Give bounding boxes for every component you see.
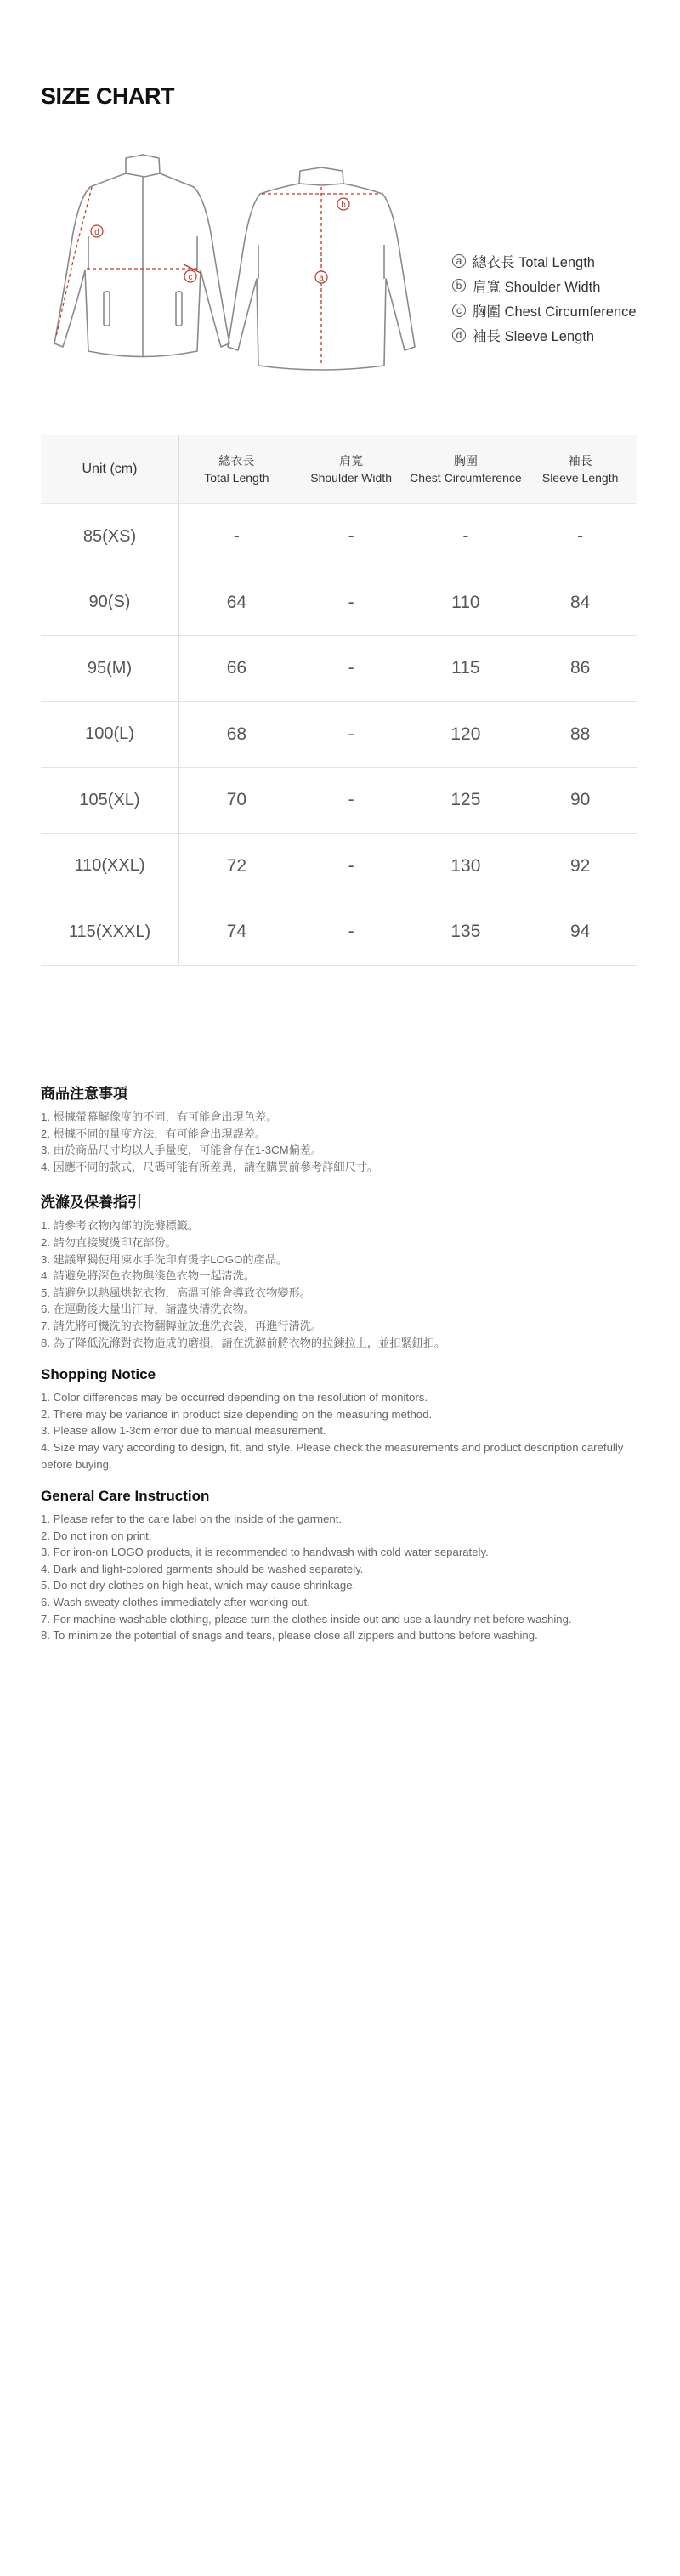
legend-label: 總衣長 Total Length bbox=[473, 254, 595, 270]
table-cell: 70 bbox=[226, 790, 247, 810]
note-line: 4. 請避免將深色衣物與淺色衣物一起清洗。 bbox=[41, 1269, 256, 1283]
note-line: 8. To minimize the potential of snags and tears, please close all zippers and buttons before washing. bbox=[41, 1629, 538, 1643]
size-table-header bbox=[41, 435, 638, 504]
table-cell: 74 bbox=[226, 922, 247, 942]
table-cell: - bbox=[348, 723, 354, 744]
notes-section-general-care bbox=[41, 1488, 644, 1644]
note-line: 6. Wash sweaty clothes immediately after working out. bbox=[41, 1596, 310, 1609]
size-cell: 95(M) bbox=[41, 636, 179, 701]
marker-c-label: c bbox=[188, 273, 193, 282]
page-title: SIZE CHART bbox=[41, 83, 174, 109]
note-line: 6. 在運動後大量出汗時，請盡快清洗衣物。 bbox=[41, 1302, 256, 1316]
column-header-shoulder-width bbox=[294, 435, 409, 503]
table-row bbox=[41, 504, 638, 570]
table-cell: - bbox=[233, 526, 240, 547]
table-cell: - bbox=[348, 526, 354, 547]
table-cell: 130 bbox=[450, 855, 481, 876]
column-header-zh: 肩寬 bbox=[339, 454, 364, 468]
front-jacket bbox=[54, 155, 230, 357]
column-header-en: Chest Circumference bbox=[410, 471, 522, 485]
note-line: 1. Please refer to the care label on the inside of the garment. bbox=[41, 1512, 343, 1526]
notes-area bbox=[41, 1081, 644, 1660]
legend-item-shoulder-width bbox=[452, 273, 637, 298]
note-line: 4. Dark and light-colored garments should be washed separately. bbox=[41, 1562, 364, 1575]
note-line: 2. There may be variance in product size depending on the measuring method. bbox=[41, 1407, 433, 1421]
table-cell: - bbox=[348, 658, 354, 678]
notes-section-product-notice bbox=[41, 1081, 644, 1175]
table-cell: - bbox=[577, 526, 584, 547]
size-cell: 110(XXL) bbox=[41, 834, 179, 899]
table-row bbox=[41, 702, 638, 769]
column-header-zh: 總衣長 bbox=[218, 454, 255, 468]
legend-item-sleeve-length bbox=[452, 322, 637, 347]
column-header-zh: 袖長 bbox=[568, 454, 592, 468]
column-header-zh: 胸圍 bbox=[453, 454, 478, 468]
legend-badge: a bbox=[452, 254, 466, 268]
size-cell: 115(XXXL) bbox=[41, 899, 179, 965]
table-cell: 72 bbox=[226, 855, 247, 876]
size-cell: 90(S) bbox=[41, 570, 179, 636]
size-cell: 100(L) bbox=[41, 702, 179, 768]
table-cell: 125 bbox=[450, 790, 481, 810]
note-line: 7. 請先將可機洗的衣物翻轉並放進洗衣袋，再進行清洗。 bbox=[41, 1319, 323, 1332]
note-line: 4. Size may vary according to design, fit, and style. Please check the measurements and product description carefully before buying. bbox=[41, 1440, 624, 1471]
notes-section-washing-care bbox=[41, 1190, 644, 1351]
note-line: 1. Color differences may be occurred depending on the resolution of monitors. bbox=[41, 1391, 428, 1404]
table-cell: - bbox=[348, 592, 354, 612]
table-cell: 88 bbox=[570, 723, 591, 744]
note-line: 1. 根據螢幕解像度的不同，有可能會出現色差。 bbox=[41, 1110, 278, 1123]
section-heading: 商品注意事項 bbox=[41, 1086, 128, 1102]
table-cell: - bbox=[462, 526, 469, 547]
marker-a bbox=[315, 271, 327, 283]
table-cell: - bbox=[348, 922, 354, 942]
note-line: 7. For machine-washable clothing, please turn the clothes inside out and use a laundry net before washing. bbox=[41, 1612, 572, 1626]
table-cell: 68 bbox=[226, 723, 247, 744]
marker-d-label: d bbox=[94, 228, 99, 237]
table-cell: 110 bbox=[451, 592, 480, 612]
section-heading: General Care Instruction bbox=[41, 1488, 210, 1505]
marker-d bbox=[91, 225, 103, 237]
note-line: 5. Do not dry clothes on high heat, which may cause shrinkage. bbox=[41, 1579, 356, 1592]
table-cell: 86 bbox=[570, 658, 591, 678]
note-line: 3. Please allow 1-3cm error due to manual measurement. bbox=[41, 1424, 326, 1438]
table-row bbox=[41, 570, 638, 637]
note-line: 2. Do not iron on print. bbox=[41, 1529, 152, 1542]
table-cell: 94 bbox=[570, 922, 591, 942]
legend-badge: b bbox=[452, 279, 466, 292]
table-row bbox=[41, 834, 638, 900]
table-row bbox=[41, 899, 638, 966]
section-heading: Shopping Notice bbox=[41, 1366, 156, 1383]
note-line: 1. 請參考衣物內部的洗滌標籤。 bbox=[41, 1219, 200, 1233]
column-header-en: Shoulder Width bbox=[310, 471, 392, 485]
size-cell: 85(XS) bbox=[41, 504, 179, 570]
legend-label: 袖長 Sleeve Length bbox=[473, 328, 595, 344]
section-heading: 洗滌及保養指引 bbox=[41, 1194, 142, 1211]
column-header-chest-circumference bbox=[409, 435, 524, 503]
legend-badge: d bbox=[452, 328, 466, 342]
note-line: 8. 為了降低洗滌對衣物造成的磨損，請在洗滌前將衣物的拉鍊拉上，並扣緊鈕扣。 bbox=[41, 1336, 446, 1349]
table-cell: 84 bbox=[570, 592, 591, 612]
table-cell: 120 bbox=[450, 723, 481, 744]
table-cell: - bbox=[348, 790, 354, 810]
table-cell: - bbox=[348, 855, 354, 876]
table-row bbox=[41, 636, 638, 702]
table-cell: 64 bbox=[226, 592, 247, 612]
legend-item-chest-circumference bbox=[452, 298, 637, 322]
table-cell: 66 bbox=[226, 658, 247, 678]
table-cell: 115 bbox=[451, 658, 480, 678]
size-table bbox=[41, 435, 638, 966]
note-line: 5. 請避免以熱風烘乾衣物，高溫可能會導致衣物變形。 bbox=[41, 1285, 311, 1299]
legend-badge: c bbox=[452, 304, 466, 317]
column-header-en: Total Length bbox=[204, 471, 269, 485]
front-measure-lines bbox=[56, 187, 201, 337]
note-line: 3. For iron-on LOGO products, it is recommended to handwash with cold water separately. bbox=[41, 1546, 489, 1559]
notes-section-shopping-notice bbox=[41, 1366, 644, 1472]
marker-a-label: a bbox=[319, 274, 324, 283]
note-line: 2. 請勿直接熨燙印花部份。 bbox=[41, 1235, 177, 1249]
legend-label: 肩寬 Shoulder Width bbox=[473, 279, 601, 295]
legend-label: 胸圍 Chest Circumference bbox=[473, 304, 637, 320]
table-cell: 90 bbox=[570, 790, 591, 810]
back-jacket bbox=[228, 167, 415, 370]
unit-header: Unit (cm) bbox=[41, 435, 179, 503]
table-cell: 135 bbox=[450, 922, 481, 942]
legend-item-total-length bbox=[452, 248, 637, 273]
table-row bbox=[41, 768, 638, 834]
note-line: 4. 因應不同的款式，尺碼可能有所差異，請在購買前參考詳細尺寸。 bbox=[41, 1160, 379, 1173]
note-line: 2. 根據不同的量度方法，有可能會出現誤差。 bbox=[41, 1126, 267, 1140]
measurement-legend bbox=[452, 248, 637, 347]
note-line: 3. 建議單獨使用凍水手洗印有燙字LOGO的產品。 bbox=[41, 1252, 288, 1266]
marker-c bbox=[184, 270, 196, 282]
jacket-illustration bbox=[41, 143, 432, 372]
column-header-total-length bbox=[179, 435, 294, 503]
marker-b bbox=[337, 198, 349, 210]
table-cell: 92 bbox=[570, 855, 591, 876]
note-line: 3. 由於商品尺寸均以人手量度，可能會存在1-3CM偏差。 bbox=[41, 1143, 323, 1157]
marker-b-label: b bbox=[341, 201, 346, 210]
jacket-measurement-diagram bbox=[41, 143, 432, 372]
size-cell: 105(XL) bbox=[41, 768, 179, 833]
column-header-sleeve-length bbox=[523, 435, 638, 503]
column-header-en: Sleeve Length bbox=[541, 471, 619, 485]
